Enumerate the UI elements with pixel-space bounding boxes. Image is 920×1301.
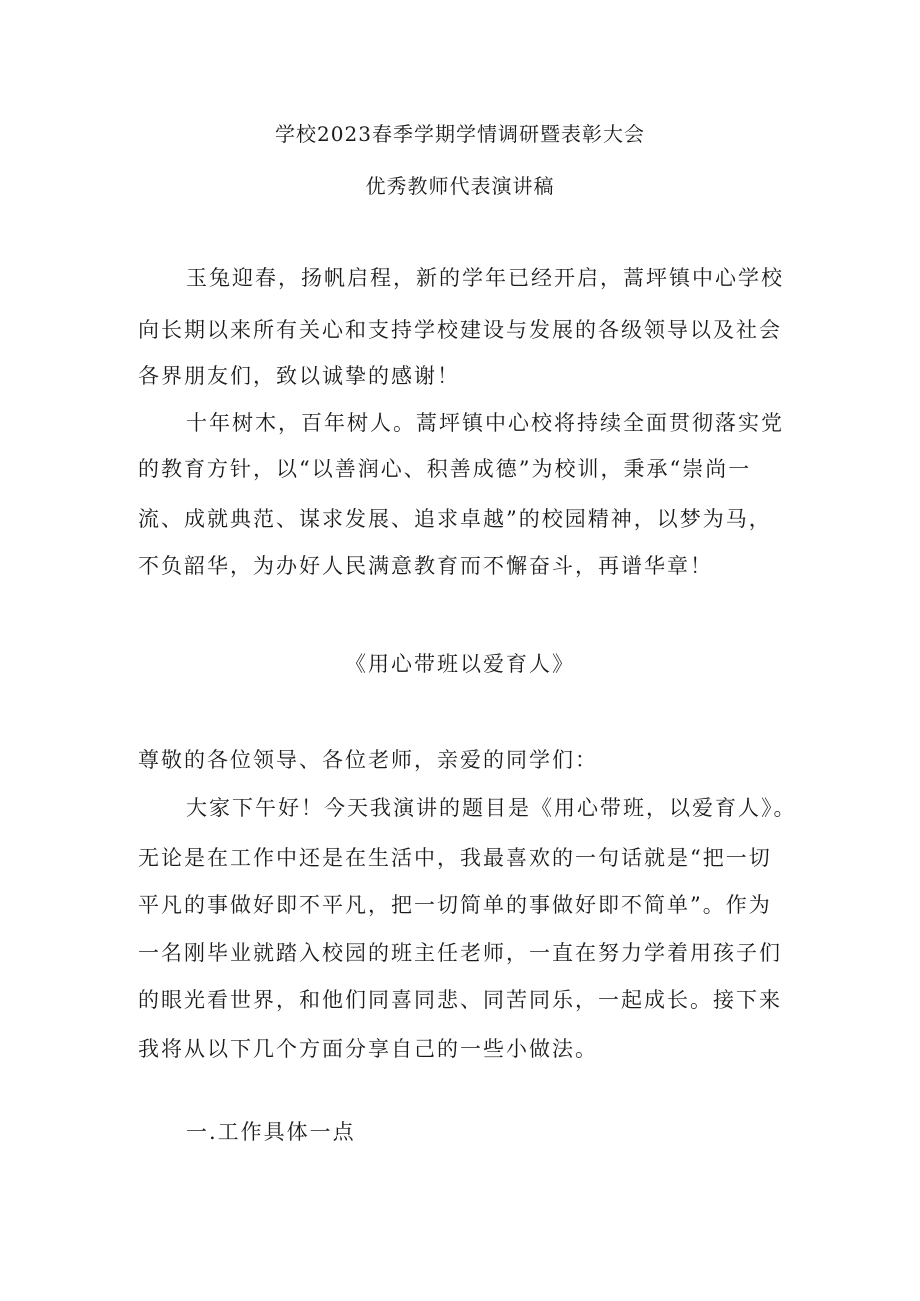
paragraph-line: 我将从以下几个方面分享自己的一些小做法。	[138, 1037, 598, 1061]
paragraph-line: 十年树木，百年树人。蒿坪镇中心校将持续全面贯彻落实党	[186, 411, 784, 435]
speech-heading: 《用心带班以爱育人》	[345, 652, 575, 676]
paragraph-line: 平凡的事做好即不平凡，把一切简单的事做好即不简单”。作为	[138, 893, 772, 917]
paragraph-line: 各界朋友们，致以诚挚的感谢！	[138, 364, 460, 388]
section-heading: 一.工作具体一点	[186, 1120, 356, 1144]
paragraph-line: 的教育方针，以“以善润心、积善成德”为校训，秉承“崇尚一	[138, 457, 752, 481]
paragraph-line: 大家下午好！今天我演讲的题目是《用心带班，以爱育人》。	[186, 796, 797, 820]
paragraph-line: 一名刚毕业就踏入校园的班主任老师，一直在努力学着用孩子们	[138, 941, 782, 965]
salutation: 尊敬的各位领导、各位老师，亲爱的同学们：	[138, 748, 598, 772]
paragraph-line: 流、成就典范、谋求发展、追求卓越”的校园精神，以梦为马，	[138, 507, 772, 531]
document-subtitle: 优秀教师代表演讲稿	[365, 174, 555, 198]
paragraph-line: 不负韶华，为办好人民满意教育而不懈奋斗，再谱华章！	[138, 554, 713, 578]
paragraph-line: 的眼光看世界，和他们同喜同悲、同苦同乐，一起成长。接下来	[138, 988, 782, 1012]
paragraph-line: 玉兔迎春，扬帆启程，新的学年已经开启，蒿坪镇中心学校	[186, 266, 784, 290]
paragraph-line: 向长期以来所有关心和支持学校建设与发展的各级领导以及社会	[138, 318, 782, 342]
paragraph-line: 无论是在工作中还是在生活中，我最喜欢的一句话就是“把一切	[138, 846, 772, 870]
document-title: 学校2023春季学期学情调研暨表彰大会	[275, 122, 645, 146]
